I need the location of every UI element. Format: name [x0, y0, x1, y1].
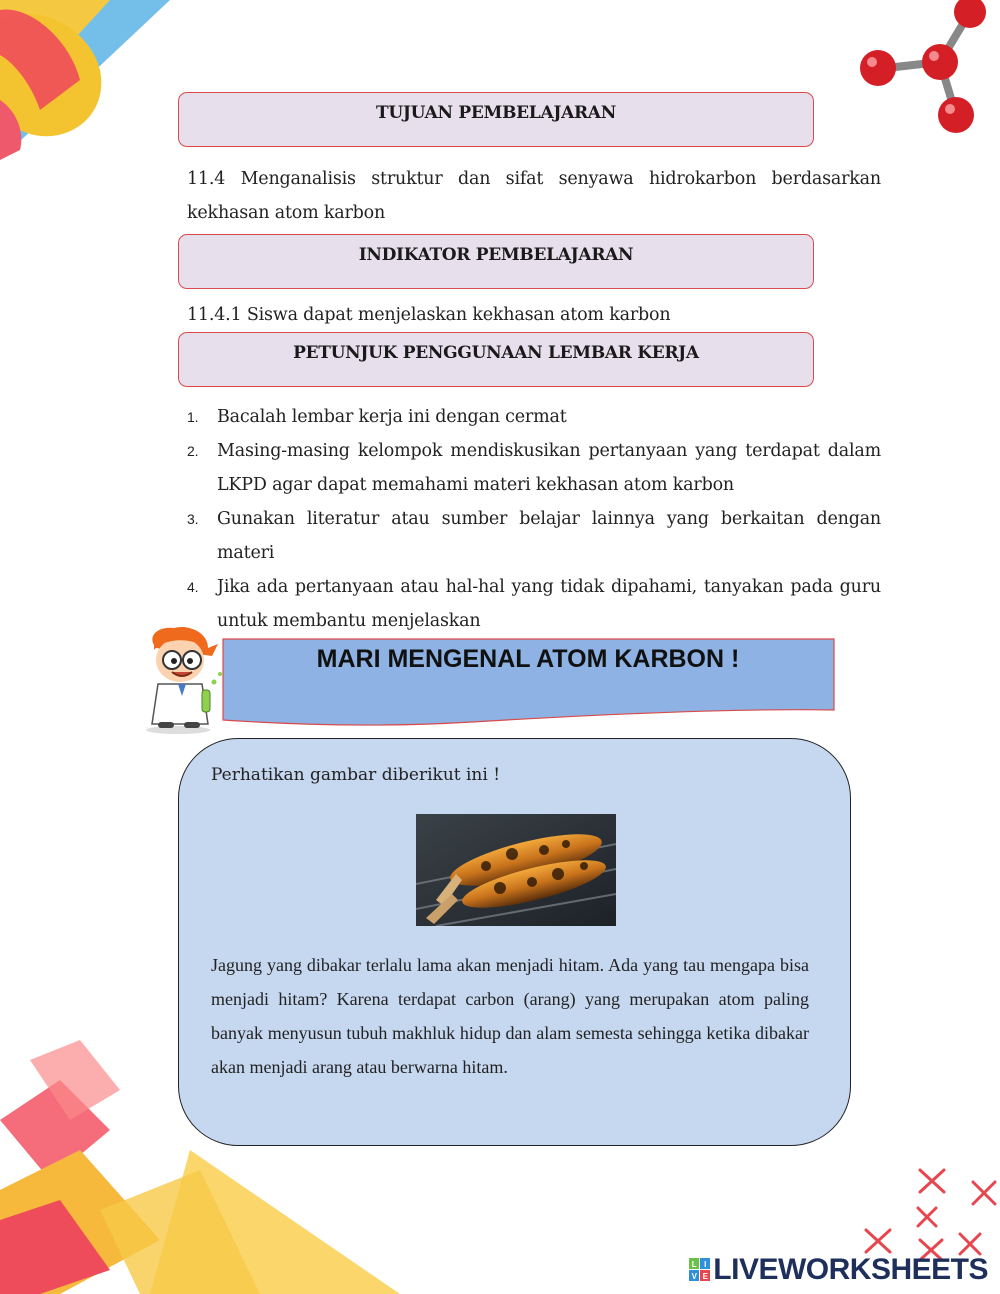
top-left-decoration [0, 0, 180, 170]
list-item: 1. Bacalah lembar kerja ini dengan cermat [187, 407, 567, 427]
petunjuk-list [187, 400, 881, 638]
petunjuk-title: PETUNJUK PENGGUNAAN LEMBAR KERJA [293, 343, 699, 363]
banner-title: MARI MENGENAL ATOM KARBON ! [316, 645, 740, 673]
liveworksheets-badge-icon [689, 1258, 711, 1282]
tujuan-header [178, 92, 814, 147]
grilled-corn-photo-icon [416, 814, 616, 926]
card-intro: Perhatikan gambar diberikut ini ! [211, 765, 501, 785]
badge-letter: E [702, 1272, 708, 1281]
scientist-mascot-icon [138, 626, 228, 734]
content-card [178, 738, 851, 1146]
indikator-header [178, 234, 814, 289]
tujuan-title: TUJUAN PEMBELAJARAN [376, 103, 616, 123]
card-paragraph: Jagung yang dibakar terlalu lama akan menjadi hitam. Ada yang tau mengapa bisa menjadi hitam? Karena terdapat carbon (arang) yang merupakan atom paling banyak menyusun tubuh makhluk hidup dan alam semesta sehingga ketika dibakar akan menjadi arang atau berwarna hitam. [211, 955, 809, 1077]
tujuan-text: 11.4 Menganalisis struktur dan sifat senyawa hidrokarbon berdasarkan kekhasan atom karbon [187, 169, 881, 223]
molecule-icon [848, 0, 1000, 140]
brand-name: LIVEWORKSHEETS [713, 1253, 988, 1286]
indikator-title: INDIKATOR PEMBELAJARAN [358, 245, 634, 265]
cross-marks-decoration [850, 1160, 1000, 1260]
list-item: 2. Masing-masing kelompok mendiskusikan pertanyaan yang terdapat dalam LKPD agar dapat memahami materi kekhasan atom karbon [187, 441, 881, 495]
indikator-text: 11.4.1 Siswa dapat menjelaskan kekhasan atom karbon [187, 305, 671, 325]
petunjuk-header [178, 332, 814, 387]
list-item: 3. Gunakan literatur atau sumber belajar lainnya yang berkaitan dengan materi [187, 509, 881, 563]
list-item: 4. Jika ada pertanyaan atau hal-hal yang tidak dipahami, tanyakan pada guru untuk membantu menjelaskan [187, 577, 881, 631]
badge-letter: V [691, 1272, 697, 1281]
badge-letter: L [692, 1260, 697, 1269]
liveworksheets-logo [689, 1253, 988, 1287]
badge-letter: I [704, 1260, 707, 1269]
